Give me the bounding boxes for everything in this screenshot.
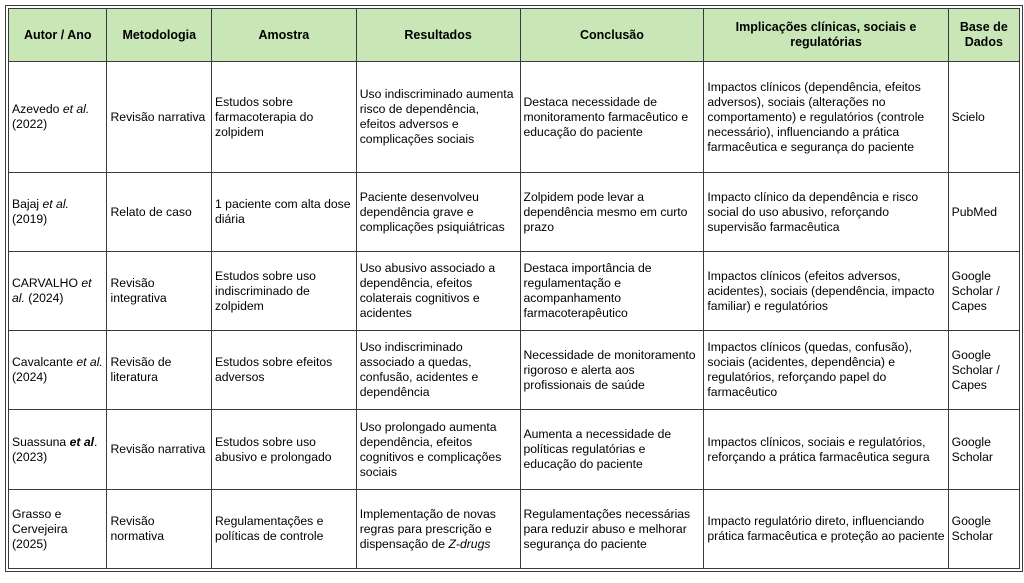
cell-implications: Impactos clínicos (efeitos adversos, acidentes), sociais (dependência, impacto familiar) e regulatórios <box>704 252 948 331</box>
cell-implications: Impactos clínicos, sociais e regulatórios, reforçando a prática farmacêutica segura <box>704 410 948 490</box>
cell-implications: Impactos clínicos (quedas, confusão), sociais (acidentes, dependência) e regulatórios, reforçando papel do farmacêutico <box>704 331 948 410</box>
header-results: Resultados <box>356 9 520 62</box>
table-header-row <box>9 9 1020 62</box>
cell-author: CARVALHO et al. (2024) <box>9 252 107 331</box>
cell-author: Azevedo et al. (2022) <box>9 62 107 173</box>
header-sample: Amostra <box>212 9 357 62</box>
cell-conclusion: Regulamentações necessárias para reduzir abuso e melhorar segurança do paciente <box>520 490 704 569</box>
cell-database: PubMed <box>948 173 1019 252</box>
cell-author: Suassuna et al. (2023) <box>9 410 107 490</box>
cell-database: Google Scholar <box>948 490 1019 569</box>
cell-conclusion: Destaca necessidade de monitoramento farmacêutico e educação do paciente <box>520 62 704 173</box>
cell-database: Google Scholar / Capes <box>948 331 1019 410</box>
cell-sample: 1 paciente com alta dose diária <box>212 173 357 252</box>
cell-results: Implementação de novas regras para prescrição e dispensação de Z-drugs <box>356 490 520 569</box>
cell-conclusion: Aumenta a necessidade de políticas regulatórias e educação do paciente <box>520 410 704 490</box>
cell-methodology: Revisão narrativa <box>107 62 212 173</box>
literature-table <box>8 8 1020 569</box>
cell-implications: Impacto clínico da dependência e risco social do uso abusivo, reforçando supervisão farmacêutica <box>704 173 948 252</box>
cell-database: Google Scholar / Capes <box>948 252 1019 331</box>
cell-author: Cavalcante et al. (2024) <box>9 331 107 410</box>
cell-methodology: Revisão narrativa <box>107 410 212 490</box>
cell-results: Uso indiscriminado associado a quedas, confusão, acidentes e dependência <box>356 331 520 410</box>
cell-results: Uso indiscriminado aumenta risco de dependência, efeitos adversos e complicações sociais <box>356 62 520 173</box>
cell-database: Scielo <box>948 62 1019 173</box>
table-row <box>9 62 1020 173</box>
cell-methodology: Revisão normativa <box>107 490 212 569</box>
cell-sample: Regulamentações e políticas de controle <box>212 490 357 569</box>
header-conclusion: Conclusão <box>520 9 704 62</box>
header-author-year: Autor / Ano <box>9 9 107 62</box>
cell-conclusion: Destaca importância de regulamentação e acompanhamento farmacoterapêutico <box>520 252 704 331</box>
cell-conclusion: Zolpidem pode levar a dependência mesmo em curto prazo <box>520 173 704 252</box>
table-row <box>9 331 1020 410</box>
header-methodology: Metodologia <box>107 9 212 62</box>
table-row <box>9 490 1020 569</box>
cell-results: Uso prolongado aumenta dependência, efeitos cognitivos e complicações sociais <box>356 410 520 490</box>
table-frame <box>5 5 1023 572</box>
cell-conclusion: Necessidade de monitoramento rigoroso e alerta aos profissionais de saúde <box>520 331 704 410</box>
cell-methodology: Relato de caso <box>107 173 212 252</box>
cell-sample: Estudos sobre efeitos adversos <box>212 331 357 410</box>
cell-sample: Estudos sobre uso abusivo e prolongado <box>212 410 357 490</box>
table-row <box>9 252 1020 331</box>
cell-methodology: Revisão de literatura <box>107 331 212 410</box>
cell-implications: Impacto regulatório direto, influenciando prática farmacêutica e proteção ao paciente <box>704 490 948 569</box>
cell-author: Bajaj et al. (2019) <box>9 173 107 252</box>
table-row <box>9 410 1020 490</box>
cell-sample: Estudos sobre uso indiscriminado de zolpidem <box>212 252 357 331</box>
cell-results: Uso abusivo associado a dependência, efeitos colaterais cognitivos e acidentes <box>356 252 520 331</box>
header-implications: Implicações clínicas, sociais e regulatórias <box>704 9 948 62</box>
cell-results: Paciente desenvolveu dependência grave e complicações psiquiátricas <box>356 173 520 252</box>
table-row <box>9 173 1020 252</box>
cell-sample: Estudos sobre farmacoterapia do zolpidem <box>212 62 357 173</box>
cell-author: Grasso e Cervejeira (2025) <box>9 490 107 569</box>
header-database: Base de Dados <box>948 9 1019 62</box>
cell-implications: Impactos clínicos (dependência, efeitos adversos), sociais (alterações no comportamento) e regulatórios (controle necessário), influenciando a prática farmacêutica e segurança do paciente <box>704 62 948 173</box>
cell-methodology: Revisão integrativa <box>107 252 212 331</box>
cell-database: Google Scholar <box>948 410 1019 490</box>
